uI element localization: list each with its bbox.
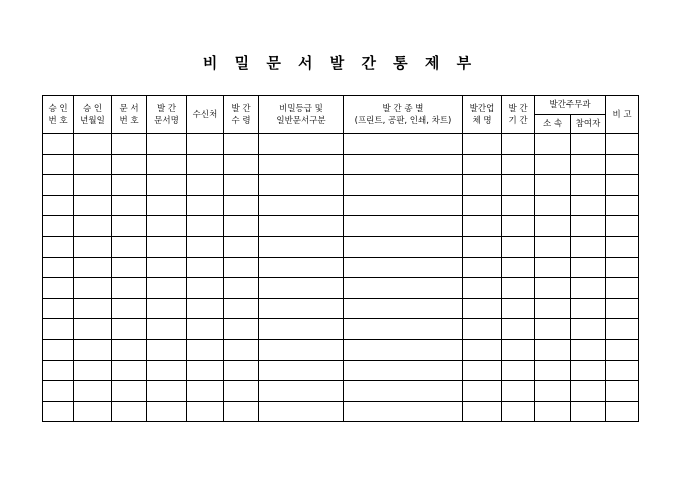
- table-cell[interactable]: [571, 236, 606, 257]
- table-cell[interactable]: [259, 319, 344, 340]
- table-cell[interactable]: [74, 401, 112, 422]
- header-recipient: 수신처: [187, 96, 224, 134]
- table-cell[interactable]: [43, 216, 74, 237]
- table-cell[interactable]: [259, 339, 344, 360]
- table-row: [43, 195, 639, 216]
- header-remarks: 비 고: [606, 96, 639, 134]
- table-cell[interactable]: [606, 381, 639, 402]
- table-cell[interactable]: [344, 154, 463, 175]
- table-row: [43, 339, 639, 360]
- table-cell[interactable]: [571, 360, 606, 381]
- table-cell[interactable]: [502, 154, 535, 175]
- subheader-affiliation: 소 속: [535, 115, 571, 134]
- table-cell[interactable]: [224, 381, 259, 402]
- table-cell[interactable]: [187, 381, 224, 402]
- table-cell[interactable]: [187, 360, 224, 381]
- table-cell[interactable]: [187, 134, 224, 155]
- table-cell[interactable]: [259, 216, 344, 237]
- table-cell[interactable]: [502, 298, 535, 319]
- table-cell[interactable]: [463, 154, 502, 175]
- table-cell[interactable]: [147, 257, 187, 278]
- table-cell[interactable]: [147, 154, 187, 175]
- table-cell[interactable]: [147, 381, 187, 402]
- table-cell[interactable]: [606, 216, 639, 237]
- table-cell[interactable]: [344, 236, 463, 257]
- table-cell[interactable]: [502, 360, 535, 381]
- table-cell[interactable]: [224, 278, 259, 299]
- document-title: 비 밀 문 서 발 간 통 제 부: [202, 54, 478, 72]
- table-cell[interactable]: [502, 401, 535, 422]
- table-cell[interactable]: [187, 257, 224, 278]
- table-cell[interactable]: [147, 298, 187, 319]
- table-cell[interactable]: [112, 298, 147, 319]
- table-cell[interactable]: [74, 134, 112, 155]
- table-cell[interactable]: [112, 154, 147, 175]
- table-cell[interactable]: [187, 175, 224, 196]
- table-cell[interactable]: [606, 298, 639, 319]
- table-cell[interactable]: [147, 360, 187, 381]
- table-cell[interactable]: [344, 278, 463, 299]
- table-cell[interactable]: [187, 236, 224, 257]
- table-cell[interactable]: [535, 216, 571, 237]
- table-cell[interactable]: [112, 339, 147, 360]
- table-cell[interactable]: [344, 339, 463, 360]
- table-cell[interactable]: [43, 175, 74, 196]
- table-cell[interactable]: [147, 175, 187, 196]
- table-cell[interactable]: [344, 195, 463, 216]
- header-document-name: 발 간 문서명: [147, 96, 187, 134]
- table-row: [43, 278, 639, 299]
- table-cell[interactable]: [43, 360, 74, 381]
- table-cell[interactable]: [187, 278, 224, 299]
- table-cell[interactable]: [147, 339, 187, 360]
- table-row: [43, 257, 639, 278]
- table-cell[interactable]: [571, 195, 606, 216]
- header-approval-number: 승 인 번 호: [43, 96, 74, 134]
- table-cell[interactable]: [147, 195, 187, 216]
- table-cell[interactable]: [344, 401, 463, 422]
- table-cell[interactable]: [571, 216, 606, 237]
- table-cell[interactable]: [112, 216, 147, 237]
- table-cell[interactable]: [74, 236, 112, 257]
- table-row: [43, 154, 639, 175]
- table-cell[interactable]: [463, 319, 502, 340]
- table-cell[interactable]: [112, 236, 147, 257]
- header-classification: 비밀등급 및 일반문서구분: [259, 96, 344, 134]
- table-cell[interactable]: [187, 339, 224, 360]
- table-cell[interactable]: [344, 360, 463, 381]
- table-cell[interactable]: [571, 257, 606, 278]
- table-cell[interactable]: [112, 360, 147, 381]
- table-cell[interactable]: [606, 154, 639, 175]
- table-cell[interactable]: [535, 298, 571, 319]
- table-cell[interactable]: [463, 339, 502, 360]
- table-cell[interactable]: [502, 257, 535, 278]
- table-cell[interactable]: [187, 401, 224, 422]
- table-cell[interactable]: [224, 195, 259, 216]
- table-cell[interactable]: [502, 216, 535, 237]
- table-cell[interactable]: [259, 134, 344, 155]
- table-cell[interactable]: [463, 216, 502, 237]
- table-cell[interactable]: [535, 401, 571, 422]
- table-cell[interactable]: [502, 195, 535, 216]
- table-cell[interactable]: [259, 360, 344, 381]
- table-cell[interactable]: [463, 236, 502, 257]
- table-cell[interactable]: [535, 175, 571, 196]
- table-cell[interactable]: [344, 298, 463, 319]
- table-cell[interactable]: [43, 195, 74, 216]
- table-cell[interactable]: [463, 298, 502, 319]
- table-cell[interactable]: [259, 154, 344, 175]
- header-received-count: 발 간 수 령: [224, 96, 259, 134]
- table-row: [43, 134, 639, 155]
- header-publisher-name: 발간업 체 명: [463, 96, 502, 134]
- table-cell[interactable]: [571, 339, 606, 360]
- table-row: [43, 175, 639, 196]
- table-cell[interactable]: [535, 195, 571, 216]
- table-cell[interactable]: [535, 278, 571, 299]
- table-cell[interactable]: [535, 257, 571, 278]
- table-cell[interactable]: [74, 339, 112, 360]
- table-cell[interactable]: [571, 134, 606, 155]
- table-cell[interactable]: [259, 175, 344, 196]
- table-cell[interactable]: [224, 236, 259, 257]
- table-cell[interactable]: [463, 195, 502, 216]
- table-cell[interactable]: [259, 401, 344, 422]
- table-cell[interactable]: [463, 134, 502, 155]
- table-cell[interactable]: [147, 236, 187, 257]
- table-cell[interactable]: [344, 216, 463, 237]
- table-cell[interactable]: [535, 360, 571, 381]
- table-cell[interactable]: [112, 195, 147, 216]
- table-cell[interactable]: [224, 257, 259, 278]
- table-cell[interactable]: [571, 154, 606, 175]
- table-cell[interactable]: [259, 278, 344, 299]
- table-cell[interactable]: [344, 134, 463, 155]
- table-cell[interactable]: [344, 381, 463, 402]
- table-cell[interactable]: [259, 195, 344, 216]
- table-cell[interactable]: [112, 401, 147, 422]
- table-cell[interactable]: [606, 236, 639, 257]
- table-cell[interactable]: [259, 257, 344, 278]
- table-cell[interactable]: [463, 257, 502, 278]
- table-row: [43, 216, 639, 237]
- table-cell[interactable]: [43, 319, 74, 340]
- table-cell[interactable]: [43, 154, 74, 175]
- table-cell[interactable]: [43, 134, 74, 155]
- table-cell[interactable]: [463, 278, 502, 299]
- table-cell[interactable]: [74, 278, 112, 299]
- table-cell[interactable]: [571, 319, 606, 340]
- table-row: [43, 298, 639, 319]
- table-cell[interactable]: [43, 236, 74, 257]
- table-cell[interactable]: [147, 278, 187, 299]
- table-cell[interactable]: [74, 360, 112, 381]
- header-publication-period: 발 간 기 간: [502, 96, 535, 134]
- header-document-number: 문 서 번 호: [112, 96, 147, 134]
- table-cell[interactable]: [74, 175, 112, 196]
- table-cell[interactable]: [535, 236, 571, 257]
- table-cell[interactable]: [606, 175, 639, 196]
- table-cell[interactable]: [187, 319, 224, 340]
- table-cell[interactable]: [463, 175, 502, 196]
- table-row: [43, 319, 639, 340]
- table-cell[interactable]: [571, 381, 606, 402]
- table-cell[interactable]: [535, 154, 571, 175]
- table-cell[interactable]: [502, 236, 535, 257]
- table-cell[interactable]: [112, 319, 147, 340]
- table-cell[interactable]: [74, 257, 112, 278]
- table-cell[interactable]: [43, 278, 74, 299]
- table-cell[interactable]: [112, 278, 147, 299]
- table-cell[interactable]: [43, 381, 74, 402]
- table-cell[interactable]: [606, 360, 639, 381]
- header-publication-type: 발 간 종 별 (프린트, 공판, 인쇄, 차트): [344, 96, 463, 134]
- table-row: [43, 236, 639, 257]
- table-cell[interactable]: [187, 298, 224, 319]
- table-cell[interactable]: [224, 339, 259, 360]
- table-cell[interactable]: [147, 134, 187, 155]
- table-cell[interactable]: [43, 298, 74, 319]
- table-cell[interactable]: [112, 381, 147, 402]
- table-cell[interactable]: [112, 175, 147, 196]
- table-cell[interactable]: [147, 319, 187, 340]
- table-cell[interactable]: [224, 216, 259, 237]
- table-cell[interactable]: [43, 257, 74, 278]
- header-row: [43, 96, 639, 115]
- header-approval-date: 승 인 년월일: [74, 96, 112, 134]
- table-cell[interactable]: [535, 319, 571, 340]
- table-cell[interactable]: [43, 339, 74, 360]
- table-cell[interactable]: [463, 360, 502, 381]
- table-cell[interactable]: [112, 257, 147, 278]
- table-cell[interactable]: [502, 175, 535, 196]
- table-cell[interactable]: [224, 360, 259, 381]
- table-cell[interactable]: [571, 278, 606, 299]
- table-row: [43, 360, 639, 381]
- table-cell[interactable]: [571, 401, 606, 422]
- table-cell[interactable]: [606, 278, 639, 299]
- table-cell[interactable]: [502, 319, 535, 340]
- table-cell[interactable]: [74, 381, 112, 402]
- table-cell[interactable]: [535, 339, 571, 360]
- table-cell[interactable]: [224, 298, 259, 319]
- table-cell[interactable]: [344, 319, 463, 340]
- table-cell[interactable]: [606, 339, 639, 360]
- table-cell[interactable]: [187, 154, 224, 175]
- table-cell[interactable]: [502, 134, 535, 155]
- table-cell[interactable]: [43, 401, 74, 422]
- table-cell[interactable]: [112, 134, 147, 155]
- table-cell[interactable]: [74, 195, 112, 216]
- table-cell[interactable]: [344, 257, 463, 278]
- table-cell[interactable]: [259, 298, 344, 319]
- table-cell[interactable]: [535, 134, 571, 155]
- table-cell[interactable]: [606, 257, 639, 278]
- table-cell[interactable]: [147, 216, 187, 237]
- table-cell[interactable]: [224, 154, 259, 175]
- table-cell[interactable]: [259, 381, 344, 402]
- publication-control-table: [42, 95, 639, 422]
- table-cell[interactable]: [147, 401, 187, 422]
- table-row: [43, 401, 639, 422]
- table-cell[interactable]: [224, 175, 259, 196]
- table-cell[interactable]: [224, 319, 259, 340]
- table-cell[interactable]: [224, 134, 259, 155]
- header-responsible-section: 발간주무과: [535, 96, 606, 115]
- table-cell[interactable]: [224, 401, 259, 422]
- table-body: [43, 134, 639, 422]
- table-cell[interactable]: [74, 319, 112, 340]
- table-cell[interactable]: [259, 236, 344, 257]
- table-cell[interactable]: [535, 381, 571, 402]
- table-row: [43, 381, 639, 402]
- table-cell[interactable]: [74, 154, 112, 175]
- table-cell[interactable]: [502, 339, 535, 360]
- table-cell[interactable]: [606, 134, 639, 155]
- table-cell[interactable]: [502, 278, 535, 299]
- table-cell[interactable]: [74, 216, 112, 237]
- table-cell[interactable]: [606, 401, 639, 422]
- table-cell[interactable]: [463, 401, 502, 422]
- table-cell[interactable]: [187, 216, 224, 237]
- table-cell[interactable]: [344, 175, 463, 196]
- table-cell[interactable]: [74, 298, 112, 319]
- subheader-participant: 참여자: [571, 115, 606, 134]
- table-cell[interactable]: [187, 195, 224, 216]
- table-cell[interactable]: [606, 195, 639, 216]
- table-cell[interactable]: [502, 381, 535, 402]
- table-cell[interactable]: [571, 298, 606, 319]
- table-cell[interactable]: [606, 319, 639, 340]
- table-cell[interactable]: [571, 175, 606, 196]
- table-cell[interactable]: [463, 381, 502, 402]
